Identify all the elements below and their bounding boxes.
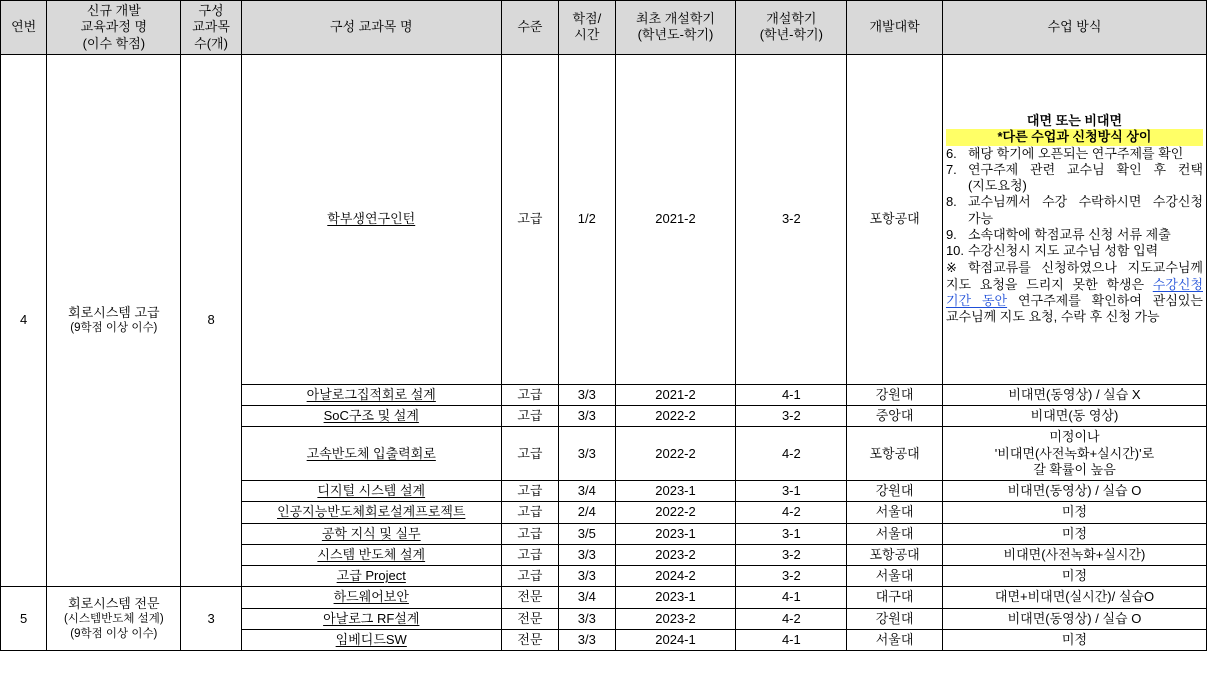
course-first-term: 2024-2 <box>615 566 736 587</box>
header-university: 개발대학 <box>847 1 943 55</box>
course-level: 고급 <box>501 544 558 565</box>
list-item: 7. 연구주제 관련 교수님 확인 후 컨택(지도요청) <box>945 161 1203 194</box>
course-first-term: 2021-2 <box>615 54 736 384</box>
course-open-term: 3-2 <box>736 54 847 384</box>
header-course-count: 구성 교과목 수(개) <box>181 1 241 55</box>
course-level: 고급 <box>501 523 558 544</box>
course-open-term: 4-1 <box>736 629 847 650</box>
course-credit: 3/4 <box>559 481 615 502</box>
note-link[interactable]: 수강신청 기간 동안 <box>945 276 1203 308</box>
course-class-mode: 미정 <box>942 566 1206 587</box>
course-credit: 3/3 <box>559 427 615 481</box>
course-class-mode: 비대면(동 영상) <box>942 406 1206 427</box>
course-level: 고급 <box>501 54 558 384</box>
course-level: 고급 <box>501 427 558 481</box>
course-university: 포항공대 <box>847 544 943 565</box>
course-first-term: 2023-1 <box>615 481 736 502</box>
table-header <box>1 1 1207 55</box>
course-name: 인공지능반도체회로설계프로젝트 <box>241 502 501 523</box>
header-no: 연번 <box>1 1 47 55</box>
course-name: 시스템 반도체 설계 <box>241 544 501 565</box>
course-university: 강원대 <box>847 481 943 502</box>
course-credit: 3/4 <box>559 587 615 608</box>
course-credit: 3/5 <box>559 523 615 544</box>
mode-highlight: *다른 수업과 신청방식 상이 <box>946 129 1203 145</box>
course-credit: 3/3 <box>559 608 615 629</box>
course-name: 아날로그 RF설계 <box>241 608 501 629</box>
list-item: 6. 해당 학기에 오픈되는 연구주제를 확인 <box>945 145 1184 161</box>
course-first-term: 2023-1 <box>615 523 736 544</box>
course-count: 3 <box>181 587 241 651</box>
course-name: 공학 지식 및 실무 <box>241 523 501 544</box>
row-no: 5 <box>1 587 47 651</box>
note-pre: 학점교류를 신청하였으나 지도교수님께 지도 요청을 드리지 못한 학생은 <box>945 260 1203 292</box>
table-body <box>1 54 1207 650</box>
course-open-term: 3-2 <box>736 406 847 427</box>
course-name: 학부생연구인턴 <box>241 54 501 384</box>
course-open-term: 3-1 <box>736 523 847 544</box>
course-name: 아날로그집적회로 설계 <box>241 384 501 405</box>
mode-steps <box>946 146 1203 260</box>
header-course-name: 구성 교과목 명 <box>241 1 501 55</box>
course-university: 서울대 <box>847 566 943 587</box>
course-level: 고급 <box>501 481 558 502</box>
course-credit: 3/3 <box>559 544 615 565</box>
course-first-term: 2022-2 <box>615 502 736 523</box>
course-first-term: 2023-2 <box>615 608 736 629</box>
course-first-term: 2022-2 <box>615 427 736 481</box>
header-credit: 학점/ 시간 <box>559 1 615 55</box>
header-first-term: 최초 개설학기 (학년도-학기) <box>615 1 736 55</box>
program-name: 회로시스템 전문 (시스템반도체 설계) (9학점 이상 이수) <box>47 587 181 651</box>
course-level: 전문 <box>501 587 558 608</box>
course-name: 고급 Project <box>241 566 501 587</box>
course-count: 8 <box>181 54 241 587</box>
program-name: 회로시스템 고급 (9학점 이상 이수) <box>47 54 181 587</box>
course-level: 고급 <box>501 502 558 523</box>
course-university: 서울대 <box>847 523 943 544</box>
course-open-term: 4-2 <box>736 502 847 523</box>
course-class-mode: 비대면(동영상) / 실습 O <box>942 608 1206 629</box>
course-credit: 3/3 <box>559 566 615 587</box>
course-level: 고급 <box>501 566 558 587</box>
course-first-term: 2021-2 <box>615 384 736 405</box>
course-class-mode <box>942 54 1206 384</box>
note-post: 연구주제를 확인하여 관심있는 교수님께 지도 요청, 수락 후 신청 가능 <box>945 292 1203 325</box>
course-university: 포항공대 <box>847 427 943 481</box>
course-open-term: 4-1 <box>736 587 847 608</box>
course-name: 임베디드SW <box>241 629 501 650</box>
header-class-mode: 수업 방식 <box>942 1 1206 55</box>
course-university: 중앙대 <box>847 406 943 427</box>
header-row <box>1 1 1207 55</box>
course-name: 하드웨어보안 <box>241 587 501 608</box>
course-level: 전문 <box>501 629 558 650</box>
course-university: 서울대 <box>847 629 943 650</box>
course-open-term: 4-2 <box>736 608 847 629</box>
course-credit: 2/4 <box>559 502 615 523</box>
course-university: 강원대 <box>847 384 943 405</box>
course-class-mode: 미정이나 '비대면(사전녹화+실시간)'로 갈 확률이 높음 <box>942 427 1206 481</box>
course-class-mode: 미정 <box>942 629 1206 650</box>
mode-note <box>946 260 1203 325</box>
course-name: 고속반도체 입출력회로 <box>241 427 501 481</box>
course-level: 전문 <box>501 608 558 629</box>
course-class-mode: 미정 <box>942 523 1206 544</box>
header-open-term: 개설학기 (학년-학기) <box>736 1 847 55</box>
course-credit: 1/2 <box>559 54 615 384</box>
note-mark: ※ <box>945 260 964 276</box>
course-credit: 3/3 <box>559 629 615 650</box>
course-class-mode: 대면+비대면(실시간)/ 실습O <box>942 587 1206 608</box>
list-item: 8. 교수님께서 수강 수락하시면 수강신청 가능 <box>945 194 1203 226</box>
course-first-term: 2023-1 <box>615 587 736 608</box>
course-open-term: 4-2 <box>736 427 847 481</box>
course-university: 대구대 <box>847 587 943 608</box>
row-no: 4 <box>1 54 47 587</box>
header-program: 신규 개발 교육과정 명 (이수 학점) <box>47 1 181 55</box>
course-level: 고급 <box>501 384 558 405</box>
list-item: 9. 소속대학에 학점교류 신청 서류 제출 <box>945 226 1171 242</box>
table-row <box>1 587 1207 608</box>
course-credit: 3/3 <box>559 406 615 427</box>
course-first-term: 2024-1 <box>615 629 736 650</box>
header-level: 수준 <box>501 1 558 55</box>
mode-title: 대면 또는 비대면 <box>1026 113 1123 129</box>
course-class-mode: 비대면(동영상) / 실습 X <box>942 384 1206 405</box>
course-first-term: 2022-2 <box>615 406 736 427</box>
course-open-term: 3-2 <box>736 566 847 587</box>
course-class-mode: 비대면(사전녹화+실시간) <box>942 544 1206 565</box>
course-credit: 3/3 <box>559 384 615 405</box>
course-university: 서울대 <box>847 502 943 523</box>
course-open-term: 4-1 <box>736 384 847 405</box>
course-open-term: 3-1 <box>736 481 847 502</box>
course-university: 강원대 <box>847 608 943 629</box>
course-open-term: 3-2 <box>736 544 847 565</box>
course-class-mode: 비대면(동영상) / 실습 O <box>942 481 1206 502</box>
course-level: 고급 <box>501 406 558 427</box>
course-name: SoC구조 및 설계 <box>241 406 501 427</box>
list-item: 10. 수강신청시 지도 교수님 성함 입력 <box>945 243 1159 259</box>
course-first-term: 2023-2 <box>615 544 736 565</box>
course-name: 디지털 시스템 설계 <box>241 481 501 502</box>
course-class-mode: 미정 <box>942 502 1206 523</box>
table-row <box>1 54 1207 384</box>
course-university: 포항공대 <box>847 54 943 384</box>
